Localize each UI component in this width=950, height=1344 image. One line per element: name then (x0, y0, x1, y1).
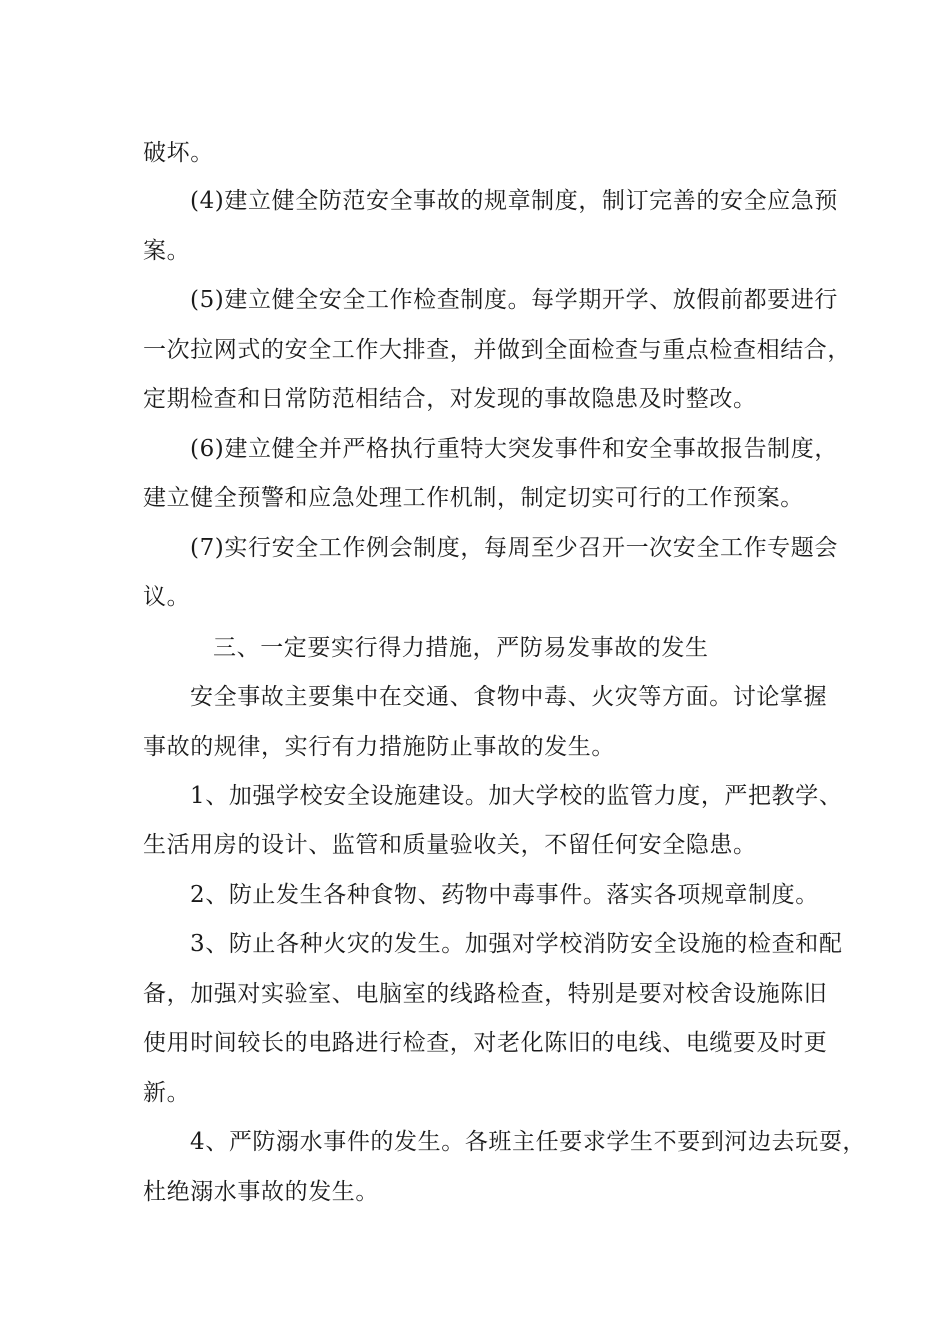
text-line: 破坏。 (143, 140, 214, 166)
text-line: 案。 (143, 238, 191, 264)
text-line: 安全事故主要集中在交通、食物中毒、火灾等方面。讨论掌握 (190, 684, 828, 710)
text-line: 建立健全预警和应急处理工作机制，制定切实可行的工作预案。 (143, 485, 804, 511)
section-heading: 三、一定要实行得力措施，严防易发事故的发生 (213, 635, 709, 661)
text-line: 4、严防溺水事件的发生。各班主任要求学生不要到河边去玩耍， (190, 1129, 867, 1155)
text-line: 3、防止各种火灾的发生。加强对学校消防安全设施的检查和配 (190, 931, 843, 957)
text-line: 新。 (143, 1080, 191, 1106)
text-line: 使用时间较长的电路进行检查，对老化陈旧的电线、电缆要及时更 (143, 1030, 828, 1056)
text-line: 1、加强学校安全设施建设。加大学校的监管力度，严把教学、 (190, 783, 843, 809)
text-line: 生活用房的设计、监管和质量验收关，不留任何安全隐患。 (143, 832, 757, 858)
text-line: 2、防止发生各种食物、药物中毒事件。落实各项规章制度。 (190, 882, 819, 908)
text-line: 议。 (143, 584, 191, 610)
text-line: 一次拉网式的安全工作大排查，并做到全面检查与重点检查相结合， (143, 337, 851, 363)
text-line: (4)建立健全防范安全事故的规章制度，制订完善的安全应急预 (190, 188, 838, 214)
text-line: 备，加强对实验室、电脑室的线路检查，特别是要对校舍设施陈旧 (143, 981, 828, 1007)
text-line: (5)建立健全安全工作检查制度。每学期开学、放假前都要进行 (190, 287, 838, 313)
text-line: (6)建立健全并严格执行重特大突发事件和安全事故报告制度， (190, 436, 838, 462)
text-line: 定期检查和日常防范相结合，对发现的事故隐患及时整改。 (143, 386, 757, 412)
text-line: 杜绝溺水事故的发生。 (143, 1179, 379, 1205)
text-line: 事故的规律，实行有力措施防止事故的发生。 (143, 734, 615, 760)
text-line: (7)实行安全工作例会制度，每周至少召开一次安全工作专题会 (190, 535, 838, 561)
